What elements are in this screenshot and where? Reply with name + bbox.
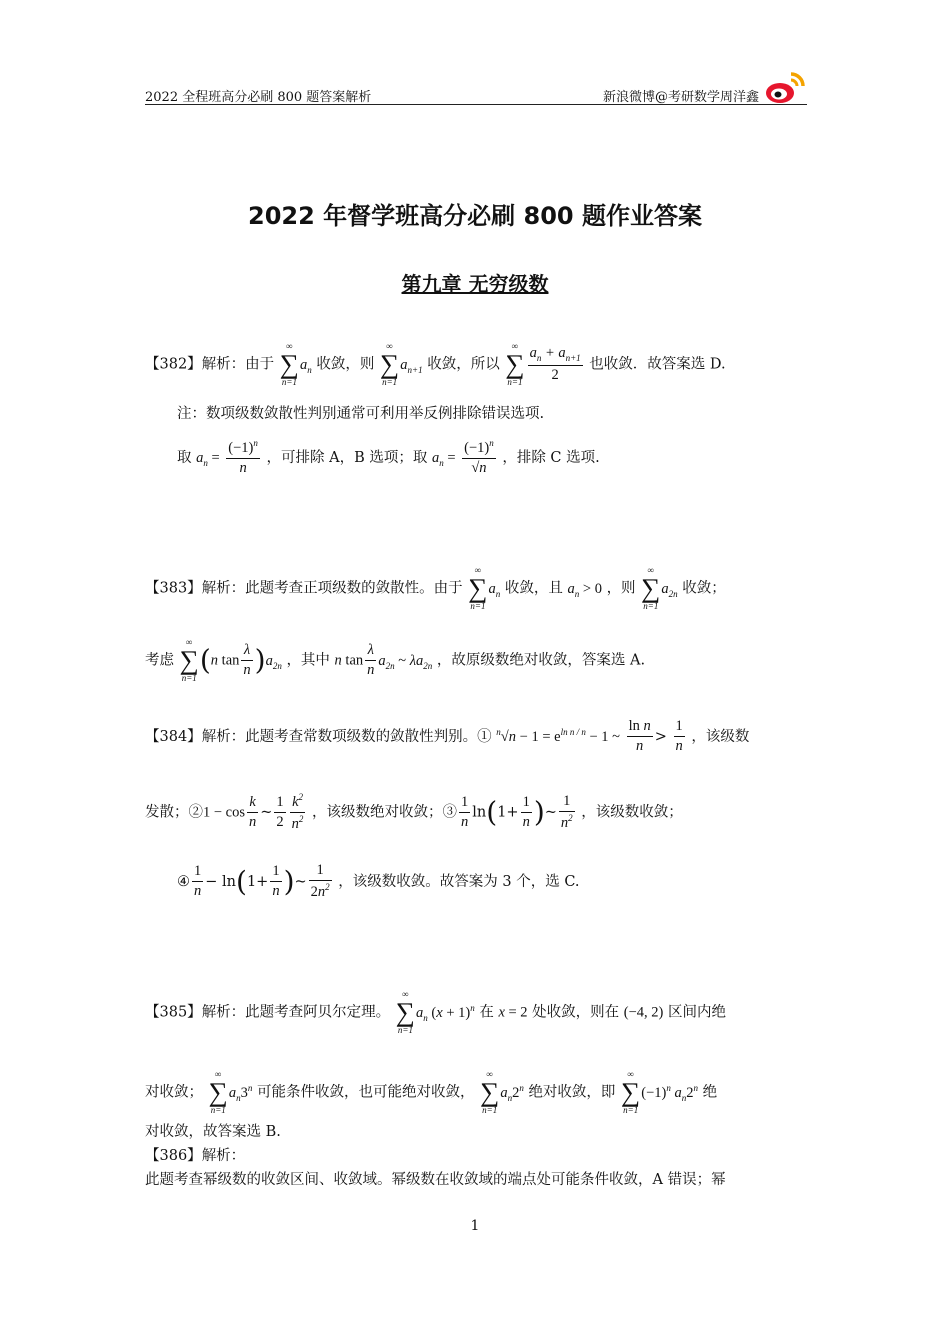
- answer-382-line1: 【382】解析：由于 ∞ ∑ n=1 $a_n$ 收敛，则 ∞ ∑ n=1 $a_{n+1}$ 收敛，所以 ∞ ∑ n=1 $\frac{a_n + a_{n+1}}{2}$ 也收敛．故答案选 D.: [145, 341, 726, 387]
- sum-symbol: ∞ ∑ n=1: [621, 1069, 641, 1115]
- fraction: $\frac{1}{n}$: [461, 793, 469, 831]
- answer-383-line2: 考虑 ∞ ∑ n=1 (n tan $\frac{\lambda}{n}$ )$a_{2n}$ ，其中 n tan $\frac{\lambda}{n}$ $a_{2n}$ ~ $\lambda a_{2n}$ ，故原级数绝对收敛，答案选 A.: [145, 637, 646, 683]
- header-right-text: 新浪微博@考研数学周洋鑫: [602, 90, 759, 105]
- sum-symbol: ∞ ∑ n=1: [208, 1069, 228, 1115]
- fraction: $\frac{\lambda}{n}$: [243, 641, 251, 678]
- sum-symbol: ∞ ∑ n=1: [279, 341, 300, 387]
- fraction: $\frac{1}{n}$: [675, 718, 683, 755]
- answer-385-line1: 【385】解析：此题考查阿贝尔定理。 ∞ ∑ n=1 $a_n$ $(x + 1)^n$ 在 x = 2 处收敛，则在 (−4, 2) 区间内绝: [145, 989, 726, 1035]
- answer-number: 【383】: [145, 580, 202, 597]
- answer-385-line3: 对收敛，故答案选 B.: [145, 1124, 281, 1140]
- answer-386-line1: 【386】解析：: [145, 1148, 246, 1164]
- fraction: $\frac{\text{ln n}}{n}$: [628, 718, 651, 755]
- fraction: $\frac{(-1)^n}{√n}$: [464, 438, 494, 477]
- answer-382-examples: 取 $a_n$ = $\frac{(-1)^n}{n}$ ，可排除 A，B 选项；取 $a_n$ = $\frac{(-1)^n}{√n}$ ，排除 C 选项.: [177, 438, 600, 477]
- answer-384-line1: 【384】解析：此题考查常数项级数的敛散性判别。① $^n√n - 1 = e^{ln n / n} - 1$ ~ $\frac{\text{ln n}}{n}$ > $\frac{1}{n}$ ，该级数: [145, 718, 750, 755]
- answer-386-line2: 此题考查幂级数的收敛区间、收敛域。幂级数在收敛域的端点处可能条件收敛，A 错误；幂: [145, 1172, 726, 1188]
- page-number: 1: [470, 1218, 480, 1234]
- page-header: [145, 84, 807, 105]
- fraction: $\frac{1}{2}$: [276, 793, 284, 831]
- sum-symbol: ∞ ∑ n=1: [380, 341, 400, 387]
- fraction: $\frac{1}{n}$: [522, 793, 530, 831]
- fraction: $\frac{\lambda}{n}$: [367, 641, 375, 678]
- fraction: $\frac{a_n + a_{n+1}}{2}$: [529, 344, 581, 383]
- answer-385-line2: 对收敛； ∞ ∑ n=1 $a_n3^n$ 可能条件收敛，也可能绝对收敛， ∞ ∑ n=1 $a_n2^n$ 绝对收敛，即 ∞ ∑ n=1 $(-1)^n$ $a_n2^n$ 绝: [145, 1069, 718, 1115]
- fraction: $\frac{1}{n}$: [272, 862, 280, 900]
- sum-symbol: ∞ ∑ n=1: [179, 637, 199, 683]
- sum-symbol: ∞ ∑ n=1: [505, 341, 525, 387]
- answer-number: 【385】: [145, 1004, 202, 1021]
- answer-number: 【382】: [145, 356, 202, 373]
- fraction: $\frac{1}{n^2}$: [560, 792, 573, 832]
- fraction: $\frac{(-1)^n}{n}$: [228, 438, 258, 477]
- header-left-text: 2022 全程班高分必刷 800 题答案解析: [145, 90, 372, 105]
- sum-symbol: ∞ ∑ n=1: [641, 565, 661, 611]
- page-title: 2022 年督学班高分必刷 800 题作业答案: [248, 202, 702, 230]
- weibo-logo-icon: [763, 68, 807, 106]
- fraction: $\frac{1}{n}$: [194, 862, 202, 900]
- answer-number: 【384】: [145, 728, 202, 745]
- sum-symbol: ∞ ∑ n=1: [395, 989, 416, 1035]
- answer-384-line3: ④ $\frac{1}{n}$ − ln(1+ $\frac{1}{n}$ )~ $\frac{1}{2n^2}$ ，该级数收敛。故答案为 3 个，选 C.: [177, 862, 580, 901]
- answer-number: 【386】: [145, 1148, 202, 1164]
- fraction: $\frac{k}{n}$: [249, 793, 257, 831]
- chapter-title: 第九章 无穷级数: [401, 272, 549, 296]
- sum-symbol: ∞ ∑ n=1: [468, 565, 488, 611]
- fraction: $\frac{k^2}{n^2}$: [291, 792, 304, 833]
- fraction: $\frac{1}{2n^2}$: [310, 862, 330, 901]
- sum-symbol: ∞ ∑ n=1: [480, 1069, 500, 1115]
- answer-384-line2: 发散；②1 − cos $\frac{k}{n}$ ~ $\frac{1}{2}$ $\frac{k^2}{n^2}$ ，该级数绝对收敛；③ $\frac{1}{n}$ ln(1+ $\frac{1}{n}$ )~ $\frac{1}{n^2}$ ，该级数收敛；: [145, 792, 683, 833]
- answer-382-note: 注：数项级数敛散性判别通常可利用举反例排除错误选项.: [177, 406, 545, 422]
- answer-383-line1: 【383】解析：此题考查正项级数的敛散性。由于 ∞ ∑ n=1 $a_n$ 收敛，且 $a_n > 0$ ，则 ∞ ∑ n=1 $a_{2n}$ 收敛；: [145, 565, 726, 611]
